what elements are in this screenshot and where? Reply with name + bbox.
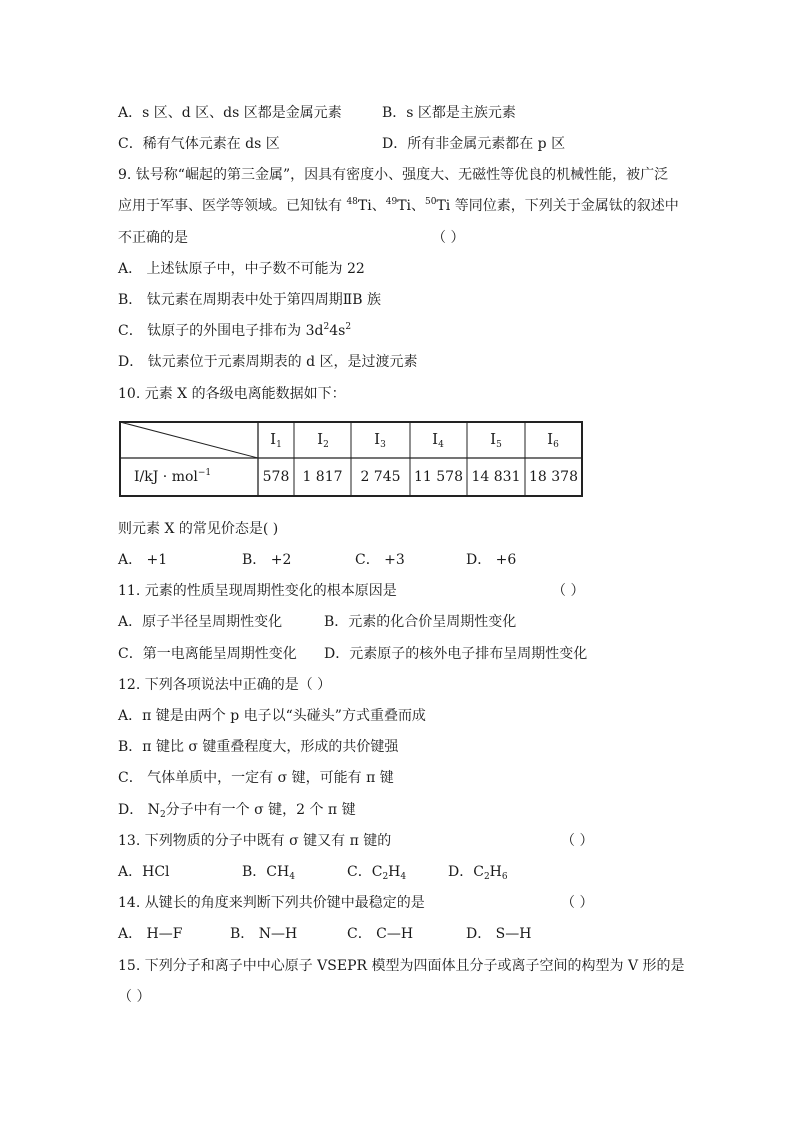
value-i6: 18 378 [529,469,578,485]
q8-option-c: C．稀有气体元素在 ds 区 [118,136,280,152]
header-i4: $I_4$ [432,430,444,450]
header-i6: $I_6$ [547,430,559,450]
q9-option-c: C． 钛原子的外围电子排布为 $3d^24s^2$ [118,322,352,339]
q9-option-b: B． 钛元素在周期表中处于第四周期ⅡB 族 [118,292,381,308]
row-unit-label: I/kJ · mol$^{-1}$ [134,468,212,485]
q10-option-c: C． +3 [355,552,405,568]
header-i5: $I_5$ [490,430,502,450]
q14-answer-paren: （ ） [561,895,594,911]
q9-stem-line3: 不正确的是 [118,230,188,246]
q13-option-a: A．HCl [118,864,170,880]
q11-answer-paren: （ ） [552,583,585,599]
q12-option-a: A．π 键是由两个 p 电子以“头碰头”方式重叠而成 [118,708,426,724]
q13-stem: 13. 下列物质的分子中既有 σ 键又有 π 键的 [118,833,392,849]
q14-option-d: D． S—H [466,926,532,942]
value-i2: 1 817 [302,469,343,485]
q9-stem-line1: 9. 钛号称“崛起的第三金属”，因具有密度小、强度大、无磁性等优良的机械性能，被广泛 [118,167,669,183]
q10-option-d: D． +6 [466,552,517,568]
q11-option-d: D．元素原子的核外电子排布呈周期性变化 [324,646,588,662]
q9-stem-line2: 应用于军事、医学等领域。已知钛有 $^{48}$Ti、$^{49}$Ti、$^{50}$Ti 等同位素，下列关于金属钛的叙述中 [118,197,679,214]
q10-ask: 则元素 X 的常见价态是( ) [118,521,279,537]
q14-option-a: A． H—F [118,926,183,942]
header-i2: $I_2$ [317,430,329,450]
q11-option-b: B．元素的化合价呈周期性变化 [324,614,517,630]
q12-option-c: C． 气体单质中，一定有 σ 键，可能有 π 键 [118,770,394,786]
q15-answer-paren: （ ） [118,989,151,1005]
q14-option-b: B． N—H [230,926,298,942]
q13-answer-paren: （ ） [561,833,594,849]
q15-stem: 15. 下列分子和离子中中心原子 VSEPR 模型为四面体且分子或离子空间的构型为 V 形的是 [118,958,685,974]
q10-option-b: B． +2 [242,552,292,568]
q9-answer-paren: （ ） [432,230,465,246]
q10-stem: 10. 元素 X 的各级电离能数据如下： [118,386,346,402]
value-i5: 14 831 [471,469,521,485]
q9-option-d: D． 钛元素位于元素周期表的 d 区，是过渡元素 [118,354,418,370]
q9-option-a: A． 上述钛原子中，中子数不可能为 22 [118,261,365,277]
table-grid [118,420,584,498]
q10-option-a: A． +1 [118,552,168,568]
q14-stem: 14. 从键长的角度来判断下列共价键中最稳定的是 [118,895,425,911]
q14-option-c: C． C—H [347,926,414,942]
q11-option-a: A．原子半径呈周期性变化 [118,614,283,630]
q13-option-d: D．$C_2H_6$ [448,864,508,882]
q12-option-d: D． $N_2$分子中有一个 σ 键，2 个 π 键 [118,802,356,820]
value-i3: 2 745 [360,469,401,485]
q8-option-d: D．所有非金属元素都在 p 区 [382,136,566,152]
q13-option-c: C．$C_2H_4$ [347,864,407,882]
q12-stem: 12. 下列各项说法中正确的是（ ） [118,677,332,693]
q11-option-c: C．第一电离能呈周期性变化 [118,646,297,662]
ionization-energy-table [118,420,584,498]
header-i1: $I_1$ [270,430,282,450]
q8-option-b: B．s 区都是主族元素 [382,105,516,121]
q8-option-a: A．s 区、d 区、ds 区都是金属元素 [118,105,342,121]
value-i4: 11 578 [414,469,463,485]
value-i1: 578 [262,469,290,485]
q11-stem: 11. 元素的性质呈现周期性变化的根本原因是 [118,583,397,599]
header-i3: $I_3$ [374,430,386,450]
q12-option-b: B．π 键比 σ 键重叠程度大，形成的共价键强 [118,739,399,755]
q13-option-b: B．$CH_4$ [242,864,295,882]
